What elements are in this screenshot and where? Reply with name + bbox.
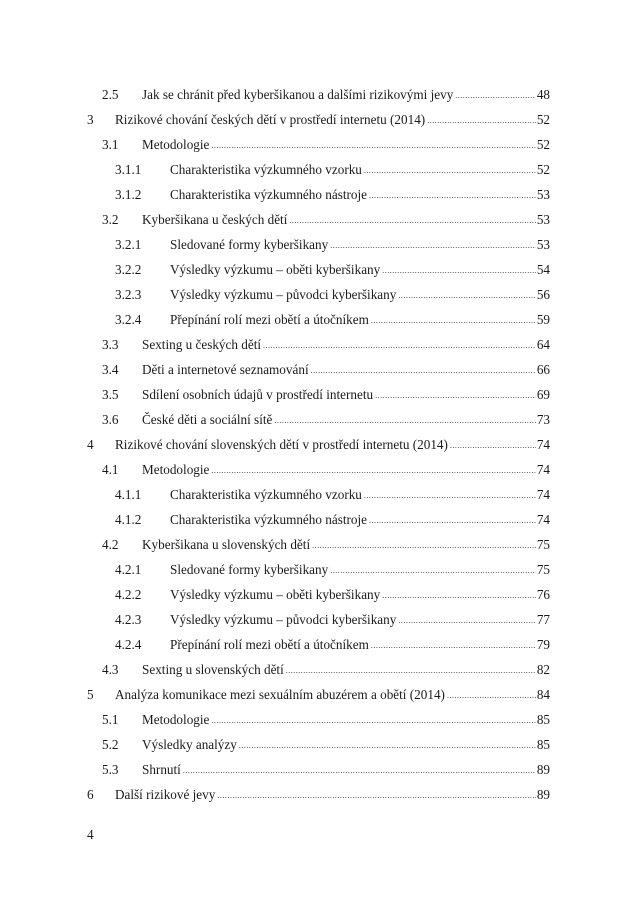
toc-entry[interactable] [0,535,638,555]
toc-entry-title: Výsledky výzkumu – oběti kyberšikany [170,262,381,277]
toc-entry[interactable] [0,685,638,705]
toc-entry-title: Sdílení osobních údajů v prostředí internetu [142,387,374,402]
toc-entry-number: 3.1 [102,137,119,152]
toc-entry-title: České děti a sociální sítě [142,412,273,427]
toc-entry-number: 4.3 [102,662,119,677]
toc-entry[interactable] [0,135,638,155]
dot-leader [239,736,536,756]
toc-entry-number: 4 [87,437,94,452]
toc-entry-page: 73 [536,412,550,427]
toc-entry[interactable] [0,710,638,730]
toc-entry[interactable] [0,185,638,205]
toc-entry-number: 4.2.2 [115,587,142,602]
toc-entry-title: Metodologie [142,712,210,727]
toc-entry[interactable] [0,510,638,530]
toc-entry-number: 5.2 [102,737,119,752]
toc-entry-title: Charakteristika výzkumného nástroje [170,512,368,527]
dot-leader [450,436,536,456]
toc-entry-number: 3 [87,112,94,127]
toc-entry-number: 4.1.2 [115,512,142,527]
toc-entry-title: Sledované formy kyberšikany [170,562,329,577]
toc-entry[interactable] [0,785,638,805]
dot-leader [382,586,536,606]
toc-entry-number: 4.2 [102,537,119,552]
toc-entry-title: Další rizikové jevy [115,787,216,802]
dot-leader [371,311,536,331]
toc-entry-page: 89 [536,787,550,802]
toc-entry-page: 85 [536,737,550,752]
toc-entry-page: 76 [536,587,550,602]
toc-entry-number: 4.1 [102,462,119,477]
toc-entry-page: 74 [536,462,550,477]
toc-entry-page: 75 [536,562,550,577]
toc-entry-title: Shrnutí [142,762,181,777]
dot-leader [311,361,536,381]
toc-entry-page: 69 [536,387,550,402]
dot-leader [369,511,536,531]
dot-leader [364,486,536,506]
toc-entry-page: 52 [536,162,550,177]
toc-entry-page: 84 [536,687,550,702]
toc-entry-title: Charakteristika výzkumného vzorku [170,162,362,177]
toc-entry-number: 5.3 [102,762,119,777]
toc-entry[interactable] [0,360,638,380]
toc-entry-page: 79 [536,637,550,652]
toc-entry[interactable] [0,410,638,430]
toc-entry-number: 5.1 [102,712,119,727]
toc-entry[interactable] [0,285,638,305]
toc-entry-number: 4.1.1 [115,487,142,502]
toc-entry-title: Analýza komunikace mezi sexuálním abuzérem a obětí (2014) [115,687,445,702]
toc-entry-page: 54 [536,262,550,277]
toc-entry[interactable] [0,560,638,580]
toc-entry-title: Děti a internetové seznamování [142,362,309,377]
toc-entry[interactable] [0,660,638,680]
toc-entry[interactable] [0,235,638,255]
toc-entry-page: 53 [536,187,550,202]
toc-entry-title: Metodologie [142,137,210,152]
dot-leader [286,661,536,681]
toc-entry-title: Charakteristika výzkumného nástroje [170,187,368,202]
toc-entry-title: Výsledky výzkumu – původci kyberšikany [170,612,397,627]
toc-entry[interactable] [0,460,638,480]
toc-entry-title: Přepínání rolí mezi obětí a útočníkem [170,637,369,652]
dot-leader [371,636,536,656]
toc-entry-page: 48 [536,87,550,102]
toc-entry[interactable] [0,110,638,130]
dot-leader [375,386,536,406]
toc-entry[interactable] [0,210,638,230]
toc-entry-page: 52 [536,137,550,152]
toc-entry[interactable] [0,610,638,630]
toc-entry-number: 3.2.1 [115,237,142,252]
toc-entry-title: Výsledky výzkumu – původci kyberšikany [170,287,397,302]
dot-leader [183,761,536,781]
toc-entry-title: Rizikové chování českých dětí v prostředí internetu (2014) [115,112,426,127]
dot-leader [330,561,536,581]
toc-entry-page: 77 [536,612,550,627]
toc-entry-title: Sexting u českých dětí [142,337,262,352]
toc-entry-number: 4.2.4 [115,637,142,652]
toc-entry-number: 3.2.2 [115,262,142,277]
toc-entry-title: Charakteristika výzkumného vzorku [170,487,362,502]
toc-entry-title: Přepínání rolí mezi obětí a útočníkem [170,312,369,327]
toc-entry-number: 3.4 [102,362,119,377]
dot-leader [398,286,535,306]
toc-entry-page: 66 [536,362,550,377]
toc-entry-title: Kyberšikana u slovenských dětí [142,537,311,552]
dot-leader [398,611,535,631]
dot-leader [330,236,536,256]
dot-leader [217,786,535,806]
toc-entry-number: 3.3 [102,337,119,352]
toc-entry-page: 82 [536,662,550,677]
toc-entry-title: Výsledky analýzy [142,737,237,752]
dot-leader [312,536,536,556]
toc-entry-number: 3.1.2 [115,187,142,202]
toc-entry-number: 3.2.4 [115,312,142,327]
toc-entry-number: 4.2.3 [115,612,142,627]
dot-leader [211,136,535,156]
toc-entry-number: 6 [87,787,94,802]
toc-entry[interactable] [0,735,638,755]
dot-leader [455,86,536,106]
toc-entry-title: Sledované formy kyberšikany [170,237,329,252]
toc-entry-number: 3.2 [102,212,119,227]
toc-entry-page: 74 [536,437,550,452]
dot-leader [427,111,536,131]
toc-entry[interactable] [0,485,638,505]
dot-leader [274,411,535,431]
toc-entry-page: 59 [536,312,550,327]
toc-entry[interactable] [0,160,638,180]
dot-leader [369,186,536,206]
toc-entry-title: Výsledky výzkumu – oběti kyberšikany [170,587,381,602]
dot-leader [289,211,535,231]
toc-entry-title: Metodologie [142,462,210,477]
dot-leader [211,711,535,731]
toc-entry-number: 3.5 [102,387,119,402]
toc-entry[interactable] [0,585,638,605]
toc-entry-page: 53 [536,237,550,252]
toc-entry-page: 85 [536,712,550,727]
toc-entry[interactable] [0,85,638,105]
toc-entry-title: Kyberšikana u českých dětí [142,212,288,227]
toc-entry-title: Jak se chránit před kyberšikanou a dalšími rizikovými jevy [142,87,454,102]
toc-entry-page: 74 [536,512,550,527]
dot-leader [382,261,536,281]
toc-entry-number: 3.1.1 [115,162,142,177]
toc-entry-title: Rizikové chování slovenských dětí v prostředí internetu (2014) [115,437,448,452]
dot-leader [364,161,536,181]
toc-entry[interactable] [0,760,638,780]
dot-leader [263,336,536,356]
dot-leader [211,461,535,481]
toc-entry[interactable] [0,635,638,655]
toc-entry-page: 52 [536,112,550,127]
toc-entry-page: 75 [536,537,550,552]
toc-entry[interactable] [0,335,638,355]
toc-entry-number: 4.2.1 [115,562,142,577]
toc-entry-page: 89 [536,762,550,777]
toc-entry[interactable] [0,260,638,280]
toc-entry-page: 64 [536,337,550,352]
dot-leader [447,686,536,706]
toc-entry-number: 2.5 [102,87,119,102]
toc-entry-page: 56 [536,287,550,302]
toc-entry[interactable] [0,435,638,455]
toc-entry-number: 3.6 [102,412,119,427]
toc-entry-number: 3.2.3 [115,287,142,302]
toc-entry[interactable] [0,385,638,405]
page-number: 4 [87,827,94,842]
toc-entry[interactable] [0,310,638,330]
toc-entry-page: 74 [536,487,550,502]
toc-entry-title: Sexting u slovenských dětí [142,662,284,677]
toc-entry-page: 53 [536,212,550,227]
toc-entry-number: 5 [87,687,94,702]
